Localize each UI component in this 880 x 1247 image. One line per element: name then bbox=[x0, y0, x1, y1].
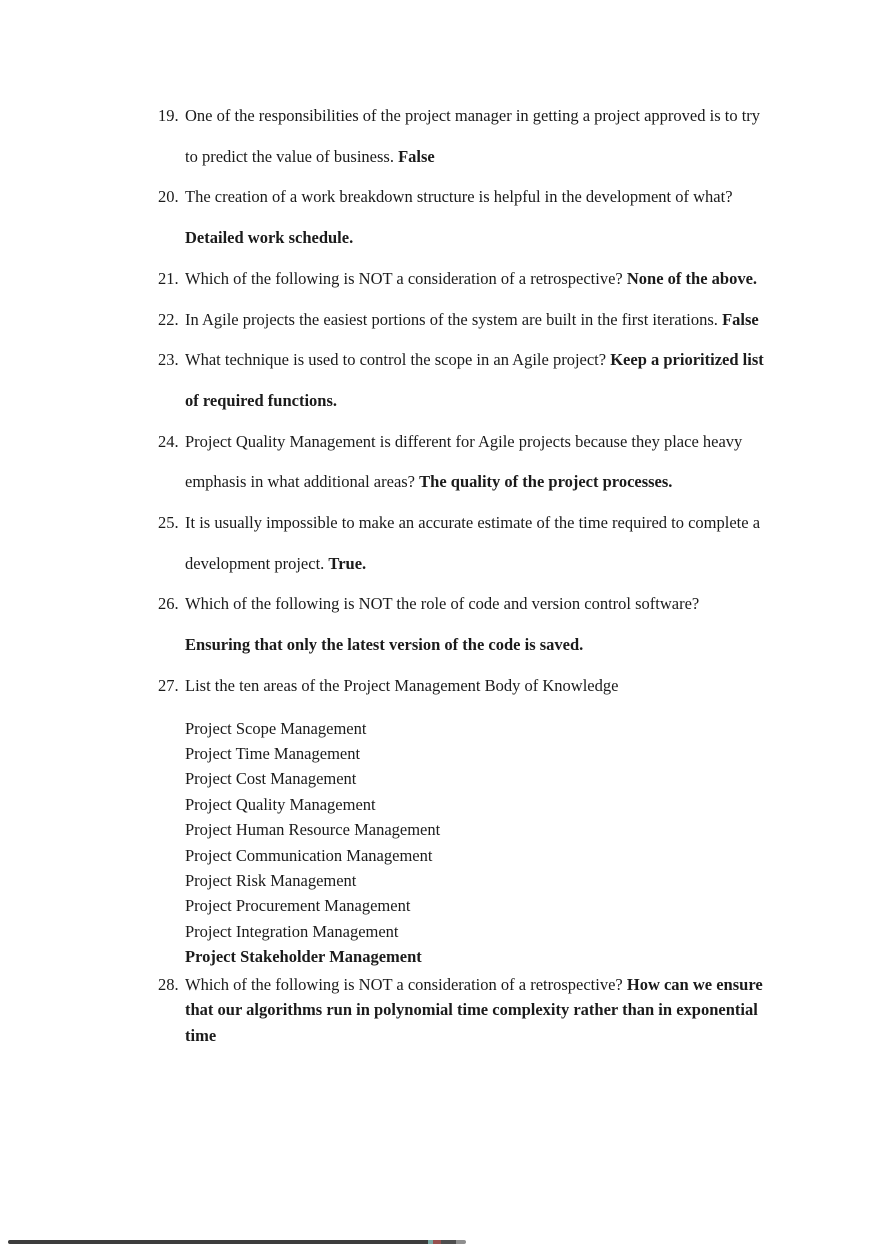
question-body-text: Which of the following is NOT the role of code and version control software? bbox=[185, 594, 700, 614]
progress-bar-segment bbox=[456, 1240, 466, 1244]
knowledge-area-line: Project Scope Management bbox=[185, 718, 367, 738]
question-body-text: Which of the following is NOT a consideration of a retrospective? bbox=[185, 268, 627, 288]
answer-text: How can we ensure that our algorithms run in polynomial time complexity rather than in exponential time bbox=[185, 974, 763, 1045]
knowledge-area-line: Project Quality Management bbox=[185, 794, 376, 814]
answer-text: False bbox=[398, 146, 435, 166]
question-body-text: In Agile projects the easiest portions of the system are built in the first iterations. bbox=[185, 309, 723, 329]
knowledge-area-line: Project Cost Management bbox=[185, 769, 357, 789]
question-number: 19. bbox=[158, 106, 179, 125]
question-text bbox=[185, 340, 768, 421]
knowledge-area-line: Project Procurement Management bbox=[185, 896, 411, 916]
question-number: 22. bbox=[158, 309, 179, 329]
question-item bbox=[158, 300, 768, 341]
question-number: 28. bbox=[158, 974, 179, 994]
answer-text: False bbox=[722, 309, 759, 329]
progress-bar[interactable] bbox=[8, 1240, 466, 1244]
document-content bbox=[158, 96, 768, 1048]
question-text bbox=[185, 584, 768, 665]
question-item bbox=[158, 503, 768, 584]
question-item bbox=[158, 422, 768, 503]
question-number: 26. bbox=[158, 594, 179, 614]
question-number: 23. bbox=[158, 350, 179, 370]
question-number: 20. bbox=[158, 187, 179, 207]
question-item bbox=[158, 340, 768, 421]
answer-text: None of the above. bbox=[626, 268, 758, 288]
knowledge-area-line: Project Communication Management bbox=[185, 845, 433, 865]
knowledge-area-line: Project Stakeholder Management bbox=[185, 947, 422, 967]
question-text bbox=[185, 666, 768, 707]
answer-text: The quality of the project processes. bbox=[419, 472, 673, 492]
question-number: 24. bbox=[158, 431, 179, 451]
question-text bbox=[185, 300, 768, 341]
question-text bbox=[185, 972, 768, 1049]
question-item bbox=[158, 666, 768, 707]
progress-bar-segment bbox=[433, 1240, 441, 1244]
question-text bbox=[185, 177, 768, 258]
question-item bbox=[158, 96, 768, 177]
question-body-text: Which of the following is NOT a consideration of a retrospective? bbox=[185, 974, 627, 994]
answer-text: Detailed work schedule. bbox=[185, 228, 354, 248]
question-item bbox=[158, 584, 768, 665]
progress-bar-segment bbox=[441, 1240, 456, 1244]
knowledge-area-line: Project Time Management bbox=[185, 743, 361, 763]
question-item bbox=[158, 259, 768, 300]
question-body-text: It is usually impossible to make an accurate estimate of the time required to complete a development project. bbox=[185, 513, 761, 573]
question-body-text: What technique is used to control the scope in an Agile project? bbox=[185, 350, 611, 370]
question-body-text: The creation of a work breakdown structure is helpful in the development of what? bbox=[185, 187, 733, 207]
question-text bbox=[185, 503, 768, 584]
knowledge-area-line: Project Risk Management bbox=[185, 870, 357, 890]
knowledge-area-line: Project Integration Management bbox=[185, 921, 399, 941]
answer-text: Ensuring that only the latest version of the code is saved. bbox=[185, 635, 584, 655]
question-body-text: One of the responsibilities of the project manager in getting a project approved is to try to predict the value of business. bbox=[185, 106, 761, 166]
question-number: 21. bbox=[158, 268, 179, 288]
knowledge-areas-list bbox=[185, 716, 768, 970]
question-text bbox=[185, 422, 768, 503]
question-item bbox=[158, 972, 768, 1049]
answer-text: True. bbox=[328, 553, 367, 573]
question-number: 27. bbox=[158, 675, 179, 695]
answer-text: Keep a prioritized list of required functions. bbox=[185, 350, 764, 410]
question-number: 25. bbox=[158, 513, 179, 533]
question-body-text: Project Quality Management is different for Agile projects because they place heavy emphasis in what additional areas? bbox=[185, 431, 743, 492]
progress-bar-segment bbox=[8, 1240, 428, 1244]
question-text bbox=[185, 259, 768, 300]
knowledge-area-line: Project Human Resource Management bbox=[185, 820, 441, 840]
question-text bbox=[185, 96, 768, 177]
question-body-text: List the ten areas of the Project Management Body of Knowledge bbox=[185, 675, 619, 695]
question-item bbox=[158, 177, 768, 258]
